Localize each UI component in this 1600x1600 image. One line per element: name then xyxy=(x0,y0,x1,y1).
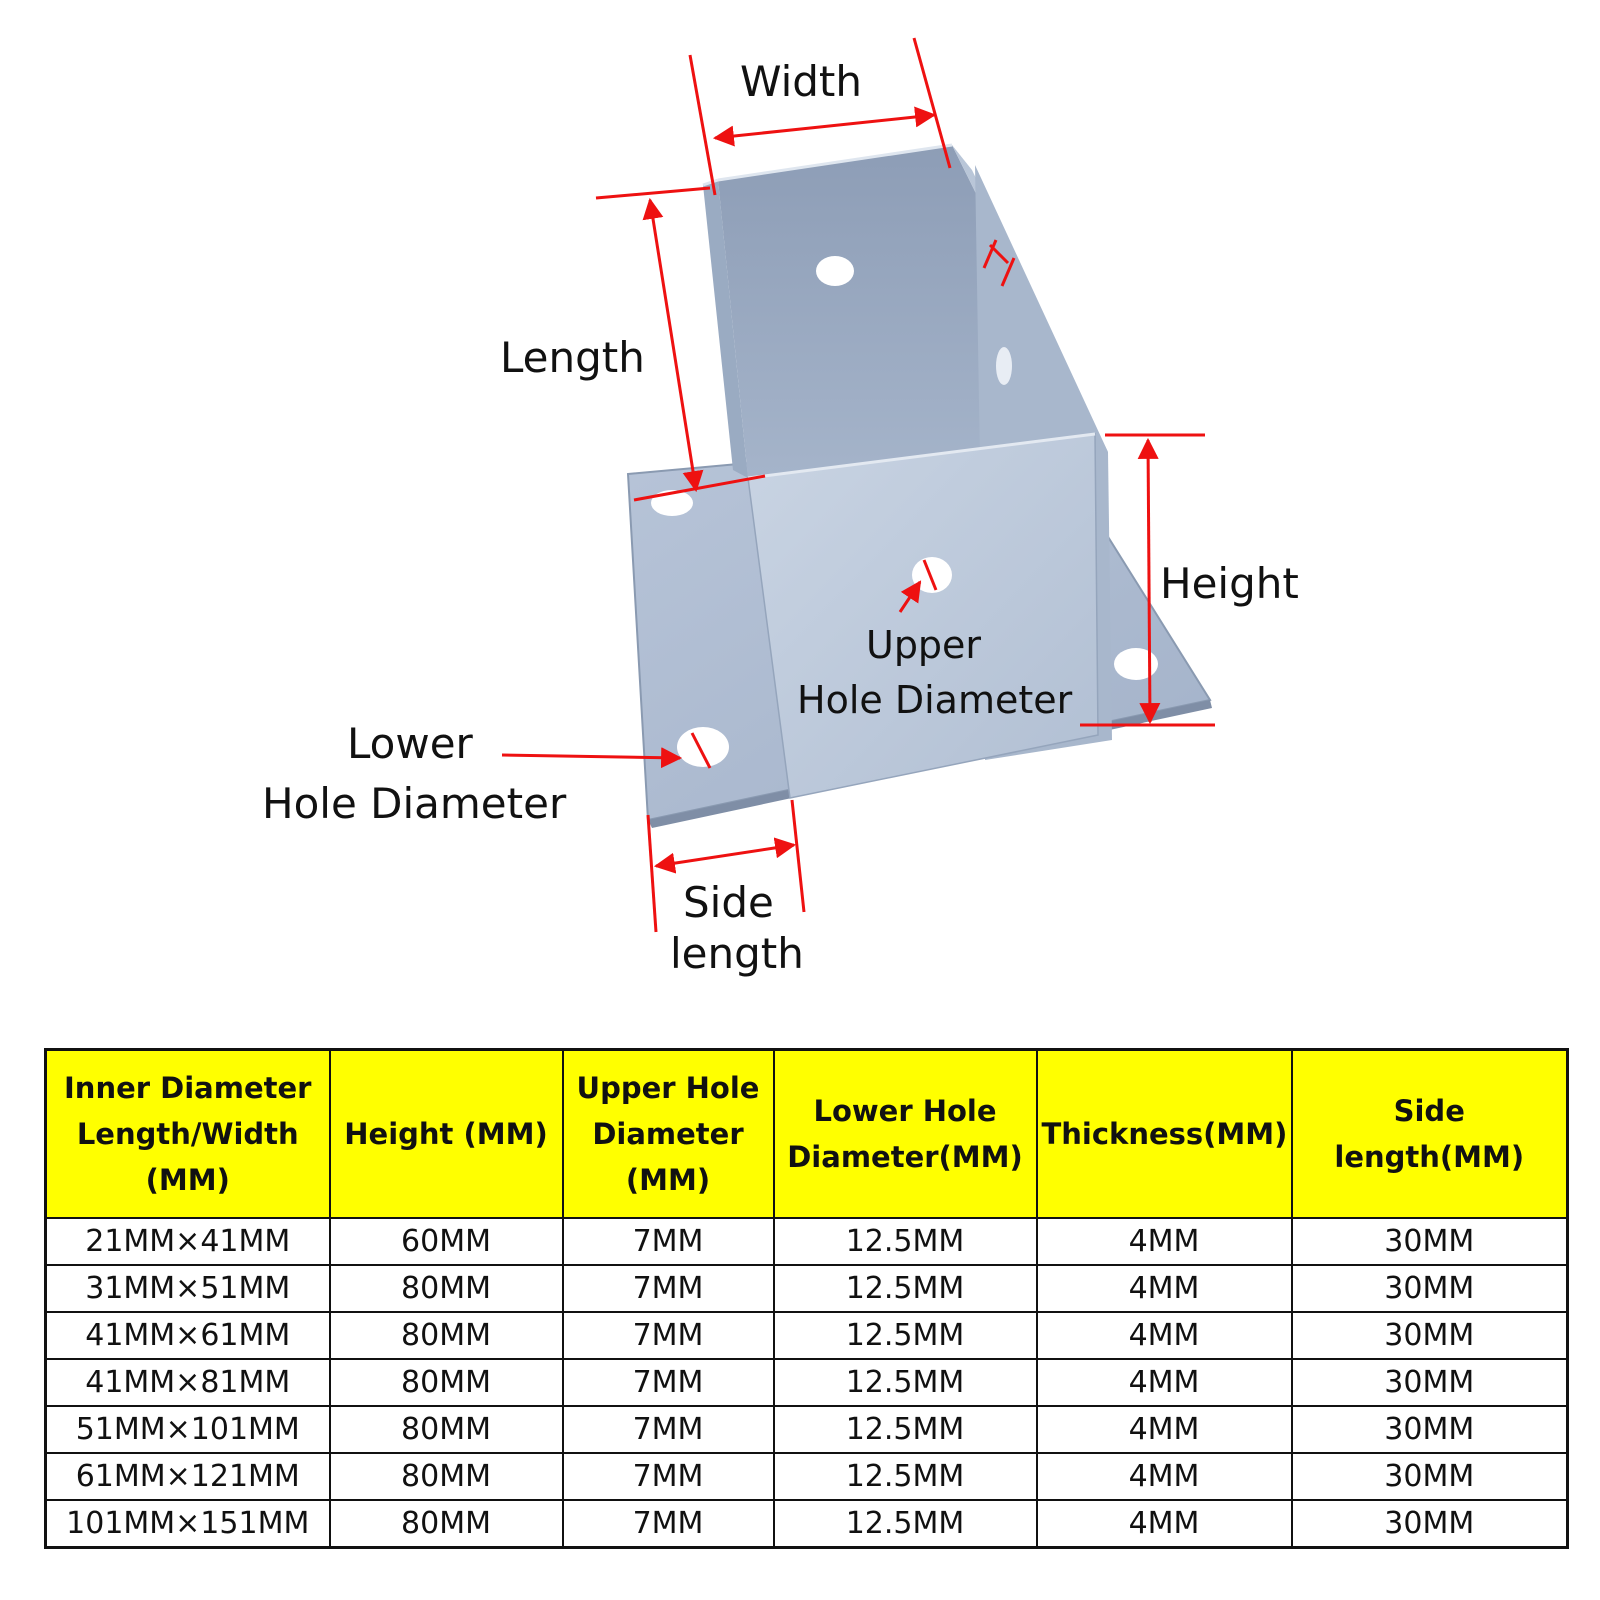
table-cell: 12.5MM xyxy=(774,1265,1037,1312)
table-cell: 4MM xyxy=(1037,1218,1292,1265)
upper-hole-back xyxy=(816,256,854,286)
width-extension-left xyxy=(690,55,715,195)
table-cell: 101MM×151MM xyxy=(46,1500,330,1548)
table-cell: 80MM xyxy=(330,1312,563,1359)
table-row xyxy=(46,1453,1568,1500)
table-cell: 12.5MM xyxy=(774,1406,1037,1453)
table-cell: 21MM×41MM xyxy=(46,1218,330,1265)
table-cell: 12.5MM xyxy=(774,1312,1037,1359)
table-cell: 41MM×61MM xyxy=(46,1312,330,1359)
upper-hole-side xyxy=(996,347,1012,385)
table-cell: 7MM xyxy=(563,1312,774,1359)
table-cell: 30MM xyxy=(1292,1218,1568,1265)
label-height: Height xyxy=(1160,559,1299,608)
table-cell: 80MM xyxy=(330,1265,563,1312)
label-length: Length xyxy=(500,333,645,382)
table-cell: 80MM xyxy=(330,1500,563,1548)
table-cell: 41MM×81MM xyxy=(46,1359,330,1406)
table-cell: 7MM xyxy=(563,1453,774,1500)
side-arrow xyxy=(656,845,794,866)
side-extension-left xyxy=(648,815,656,932)
spec-table xyxy=(44,1048,1569,1549)
table-body xyxy=(46,1218,1568,1548)
table-row xyxy=(46,1500,1568,1548)
plate-hole-front-left xyxy=(677,727,729,767)
table-cell: 4MM xyxy=(1037,1312,1292,1359)
table-row xyxy=(46,1406,1568,1453)
header-inner-diameter: Inner Diameter Length/Width (MM) xyxy=(46,1050,330,1219)
table-cell: 4MM xyxy=(1037,1406,1292,1453)
table-cell: 4MM xyxy=(1037,1265,1292,1312)
label-width: Width xyxy=(740,57,863,106)
side-extension-right xyxy=(792,800,804,912)
table-cell: 30MM xyxy=(1292,1453,1568,1500)
label-lower-hole-1: Lower xyxy=(347,719,473,768)
table-row xyxy=(46,1359,1568,1406)
label-upper-hole-1: Upper xyxy=(866,623,982,667)
table-cell: 7MM xyxy=(563,1218,774,1265)
table-cell: 80MM xyxy=(330,1406,563,1453)
header-side-length: Side length(MM) xyxy=(1292,1050,1568,1219)
label-side-2: length xyxy=(670,929,804,978)
table-cell: 12.5MM xyxy=(774,1500,1037,1548)
length-arrow xyxy=(650,200,696,490)
width-arrow xyxy=(715,115,934,138)
table-cell: 30MM xyxy=(1292,1500,1568,1548)
table-row xyxy=(46,1265,1568,1312)
table-cell: 4MM xyxy=(1037,1453,1292,1500)
table-cell: 12.5MM xyxy=(774,1218,1037,1265)
table-cell: 4MM xyxy=(1037,1500,1292,1548)
table-cell: 12.5MM xyxy=(774,1453,1037,1500)
table-cell: 60MM xyxy=(330,1218,563,1265)
table-cell: 4MM xyxy=(1037,1359,1292,1406)
table-cell: 51MM×101MM xyxy=(46,1406,330,1453)
table-cell: 31MM×51MM xyxy=(46,1265,330,1312)
header-upper-hole: Upper Hole Diameter (MM) xyxy=(563,1050,774,1219)
table-cell: 7MM xyxy=(563,1359,774,1406)
table-cell: 7MM xyxy=(563,1406,774,1453)
height-arrow xyxy=(1148,440,1150,722)
header-lower-hole: Lower Hole Diameter(MM) xyxy=(774,1050,1037,1219)
length-extension-top xyxy=(596,188,710,198)
plate-hole-front-right xyxy=(1114,648,1158,680)
label-upper-hole-2: Hole Diameter xyxy=(797,678,1073,722)
table-header-row xyxy=(46,1050,1568,1219)
table-cell: 12.5MM xyxy=(774,1359,1037,1406)
table-cell: 30MM xyxy=(1292,1359,1568,1406)
table-cell: 30MM xyxy=(1292,1312,1568,1359)
table-row xyxy=(46,1312,1568,1359)
table-cell: 30MM xyxy=(1292,1265,1568,1312)
header-thickness: Thickness(MM) xyxy=(1037,1050,1292,1219)
table-cell: 30MM xyxy=(1292,1406,1568,1453)
table-cell: 7MM xyxy=(563,1265,774,1312)
label-side-1: Side xyxy=(683,878,774,927)
table-row xyxy=(46,1218,1568,1265)
table-cell: 7MM xyxy=(563,1500,774,1548)
label-lower-hole-2: Hole Diameter xyxy=(262,779,567,828)
table-cell: 61MM×121MM xyxy=(46,1453,330,1500)
header-height: Height (MM) xyxy=(330,1050,563,1219)
table-cell: 80MM xyxy=(330,1453,563,1500)
table-cell: 80MM xyxy=(330,1359,563,1406)
